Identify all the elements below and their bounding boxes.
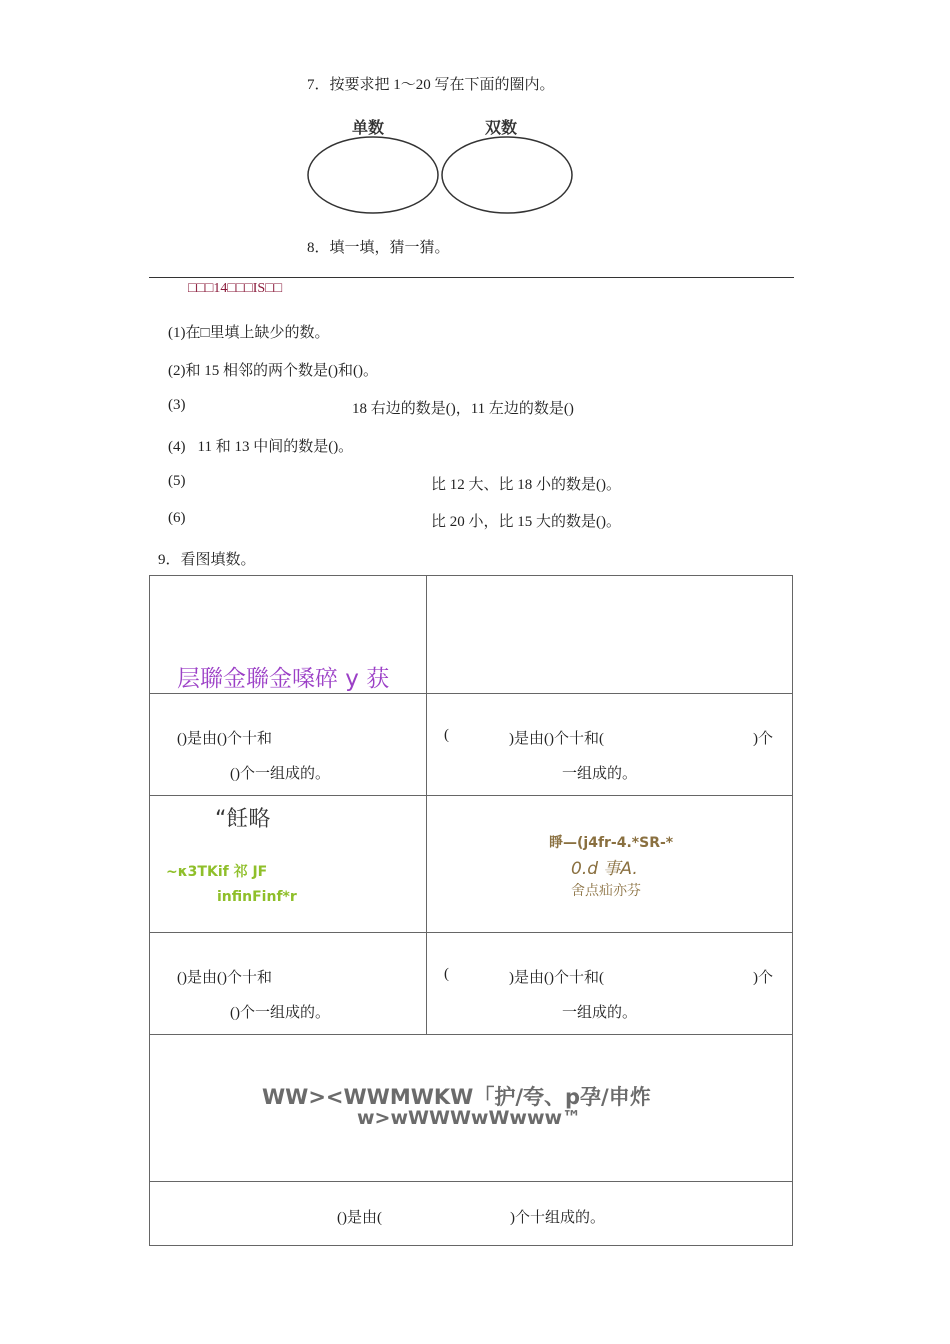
- cell3-image-text-b: ~κ3TKif 祁 JF: [166, 864, 268, 880]
- cell4-caption-open: (: [444, 966, 449, 982]
- cell3-image-text-c: infinFinf*r: [217, 889, 297, 905]
- cell2-caption-mid: )是由()个十和(: [509, 731, 604, 747]
- cell4-image-text-c: 舍点疝亦芬: [571, 883, 641, 899]
- even-circle[interactable]: [442, 137, 572, 213]
- cell5-image-text-a: WW><WWMWKW「护/夸、p孕/申炸: [262, 1085, 651, 1109]
- q9-table: [149, 575, 793, 1246]
- cell4-caption-end: )个: [753, 970, 773, 986]
- cell4-caption-mid: )是由()个十和(: [509, 970, 604, 986]
- q8-item-2: [168, 359, 378, 380]
- cell4-image-text-a: 睜—(j4fr-4.*SR-*: [549, 835, 674, 851]
- venn-circles: [300, 130, 580, 220]
- q8-item-1-label: (1): [168, 325, 186, 341]
- garbled-line: □□□14□□□IS□□: [188, 281, 283, 296]
- q8-item-5-label: (5): [168, 473, 186, 489]
- cell2-caption-line2: 一组成的。: [562, 766, 638, 782]
- cell3-caption-line2: ()个一组成的。: [230, 1005, 330, 1021]
- cell4-image-text-b: 0.d 事A.: [571, 859, 638, 879]
- odd-label: 单数: [352, 118, 385, 137]
- cell5-caption-end: )个十组成的。: [510, 1210, 605, 1226]
- q8-item-4-label: (4): [168, 439, 186, 455]
- q8-title: 8．填一填，猜一猜。: [307, 240, 450, 256]
- divider: [149, 277, 794, 278]
- q8-item-2-text: 和 15 相邻的两个数是()和()。: [185, 363, 378, 379]
- q8-item-5-text: 比 12 大、比 18 小的数是()。: [431, 477, 621, 493]
- odd-circle[interactable]: [308, 137, 438, 213]
- q8-item-4-text: 11 和 13 中间的数是()。: [197, 439, 354, 455]
- cell1-image-text: 层聯金聯金嗓碎 y 获: [177, 666, 390, 692]
- q8-item-1: [168, 321, 330, 342]
- cell1-caption-line1: ()是由()个十和: [177, 731, 272, 747]
- q8-item-3-label: (3): [168, 397, 186, 413]
- q8-item-6-text: 比 20 小，比 15 大的数是()。: [431, 514, 621, 530]
- cell3-caption-line1: ()是由()个十和: [177, 970, 272, 986]
- cell5-caption-open: ()是由(: [337, 1210, 382, 1226]
- q8-item-3-text: 18 右边的数是()，11 左边的数是(): [352, 401, 574, 417]
- q8-item-1-text: 在□里填上缺少的数。: [185, 325, 330, 341]
- q8-item-4: [168, 435, 353, 456]
- table-col-divider: [426, 576, 427, 1034]
- cell3-image-text-a: “飪略: [215, 807, 271, 832]
- cell4-caption-line2: 一组成的。: [562, 1005, 638, 1021]
- q8-item-2-label: (2): [168, 363, 186, 379]
- cell2-caption-open: (: [444, 727, 449, 743]
- cell2-caption-end: )个: [753, 731, 773, 747]
- cell1-caption-line2: ()个一组成的。: [230, 766, 330, 782]
- q9-title: 9．看图填数。: [158, 552, 256, 568]
- even-label: 双数: [485, 118, 518, 137]
- q8-item-6-label: (6): [168, 510, 186, 526]
- cell5-image-text-b: w>wWWWwWwww™: [357, 1107, 582, 1129]
- q7-title: 7．按要求把 1～20 写在下面的圈内。: [307, 77, 555, 93]
